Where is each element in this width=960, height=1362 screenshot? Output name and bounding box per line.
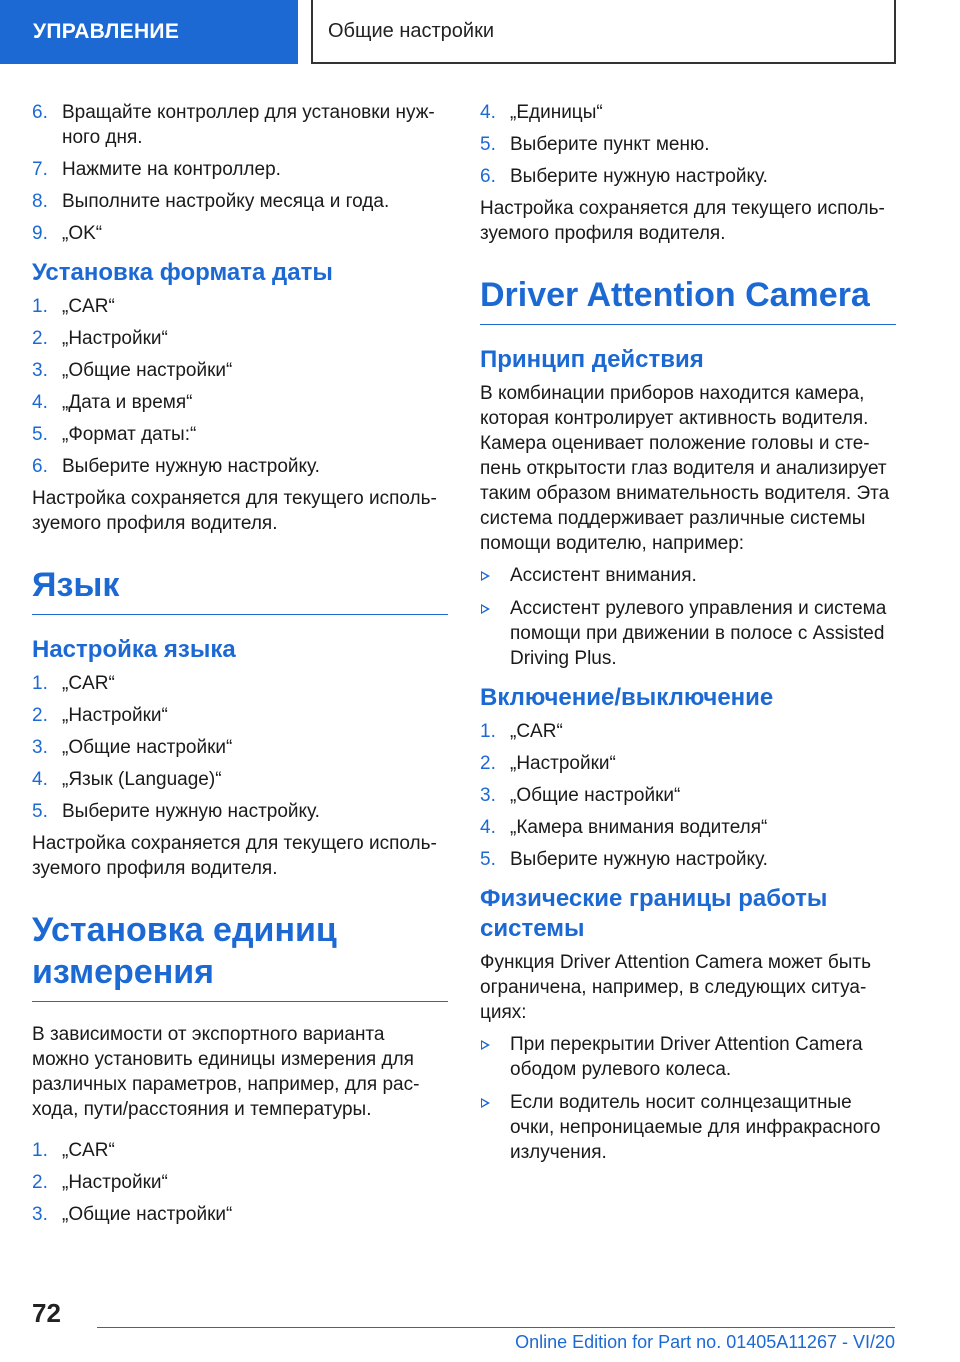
list-item: 1. „CAR“ — [480, 721, 563, 742]
list-item: Если водитель носит солнцезащитные очки, непроницаемые для инфракрасного излучения. — [480, 1090, 896, 1165]
list-item: 4. „Язык (Language)“ — [32, 769, 222, 790]
date-format-heading: Установка формата даты — [32, 259, 333, 286]
list-item: 4. „Камера внимания водителя“ — [480, 817, 768, 838]
list-item: 8. Выполните настройку месяца и года. — [32, 191, 390, 212]
list-item: 6. Выберите нужную настройку. — [480, 166, 768, 187]
list-item: 2. „Настройки“ — [480, 753, 616, 774]
list-item: Ассистент рулевого управления и система помощи при движении в полосе с Assisted Driving Plus. — [480, 596, 896, 671]
list-item: При перекрытии Driver Attention Camera ободом рулевого колеса. — [480, 1032, 896, 1082]
footer-divider — [97, 1327, 895, 1328]
left-column — [32, 100, 448, 1234]
steps-list-units-cont — [480, 100, 896, 189]
date-format-note: Настройка сохраняется для текущего исполь- зуемого профиля водителя. — [32, 488, 437, 534]
language-heading: Настройка языка — [32, 636, 236, 663]
page-number: 72 — [32, 1298, 61, 1328]
triangle-bullet-icon — [481, 1040, 490, 1050]
list-item: 2. „Настройки“ — [32, 328, 168, 349]
steps-list-onoff — [480, 719, 896, 872]
list-item: 4. „Дата и время“ — [32, 392, 193, 413]
list-item: 2. „Настройки“ — [32, 705, 168, 726]
footer-edition: Online Edition for Part no. 01405A11267 - VI/20 — [515, 1332, 895, 1352]
list-item: 7. Нажмите на контроллер. — [32, 159, 281, 180]
list-item: 6. Вращайте контроллер для установки нуж- ного дня. — [32, 102, 435, 148]
list-item: 3. „Общие настройки“ — [480, 785, 681, 806]
principle-heading: Принцип действия — [480, 346, 704, 373]
list-item: 3. „Общие настройки“ — [32, 737, 233, 758]
triangle-bullet-icon — [481, 1098, 490, 1108]
list-item: 5. „Формат даты:“ — [32, 424, 197, 445]
principle-text: В комбинации приборов находится камера, которая контролирует активность водителя. Камера оценивает положение головы и сте- пень открытости глаз водителя и анализирует таким образом внимательность водителя. Эта система поддерживает различные системы помощи водителю, например: — [480, 383, 890, 554]
list-item: 1. „CAR“ — [32, 296, 115, 317]
right-column — [480, 100, 896, 1173]
list-item: 9. „OK“ — [32, 223, 103, 244]
steps-list-day — [32, 100, 448, 246]
language-section-title: Язык — [32, 564, 448, 615]
list-item: 5. Выберите нужную настройку. — [480, 849, 768, 870]
list-item: 6. Выберите нужную настройку. — [32, 456, 320, 477]
triangle-bullet-icon — [481, 604, 490, 614]
limits-bullets — [480, 1032, 896, 1165]
list-item: 3. „Общие настройки“ — [32, 1204, 233, 1225]
list-item: 5. Выберите пункт меню. — [480, 134, 710, 155]
list-item: Ассистент внимания. — [480, 563, 896, 588]
list-item: 2. „Настройки“ — [32, 1172, 168, 1193]
list-item: 1. „CAR“ — [32, 1140, 115, 1161]
language-note: Настройка сохраняется для текущего исполь- зуемого профиля водителя. — [32, 833, 437, 879]
steps-list-language — [32, 671, 448, 824]
section-tab: УПРАВЛЕНИЕ — [0, 0, 298, 64]
limits-heading: Физические границы работы системы — [480, 885, 828, 942]
units-section-title: Установка единиц измерения — [32, 909, 448, 1002]
limits-text: Функция Driver Attention Camera может быть ограничена, например, в следующих ситуа- циях: — [480, 952, 872, 1023]
list-item: 1. „CAR“ — [32, 673, 115, 694]
units-intro: В зависимости от экспортного варианта можно установить единицы измерения для различных параметров, например, для рас- хода, пути/расстояния и температуры. — [32, 1024, 420, 1120]
triangle-bullet-icon — [481, 571, 490, 581]
list-item: 3. „Общие настройки“ — [32, 360, 233, 381]
page-title: Общие настройки — [328, 20, 494, 42]
steps-list-units — [32, 1138, 448, 1227]
dac-section-title: Driver Attention Camera — [480, 274, 896, 325]
header-title-box — [311, 0, 896, 64]
list-item: 4. „Единицы“ — [480, 102, 603, 123]
principle-bullets — [480, 563, 896, 671]
list-item: 5. Выберите нужную настройку. — [32, 801, 320, 822]
steps-list-date-format — [32, 294, 448, 479]
units-note: Настройка сохраняется для текущего исполь- зуемого профиля водителя. — [480, 198, 885, 244]
onoff-heading: Включение/выключение — [480, 684, 774, 711]
